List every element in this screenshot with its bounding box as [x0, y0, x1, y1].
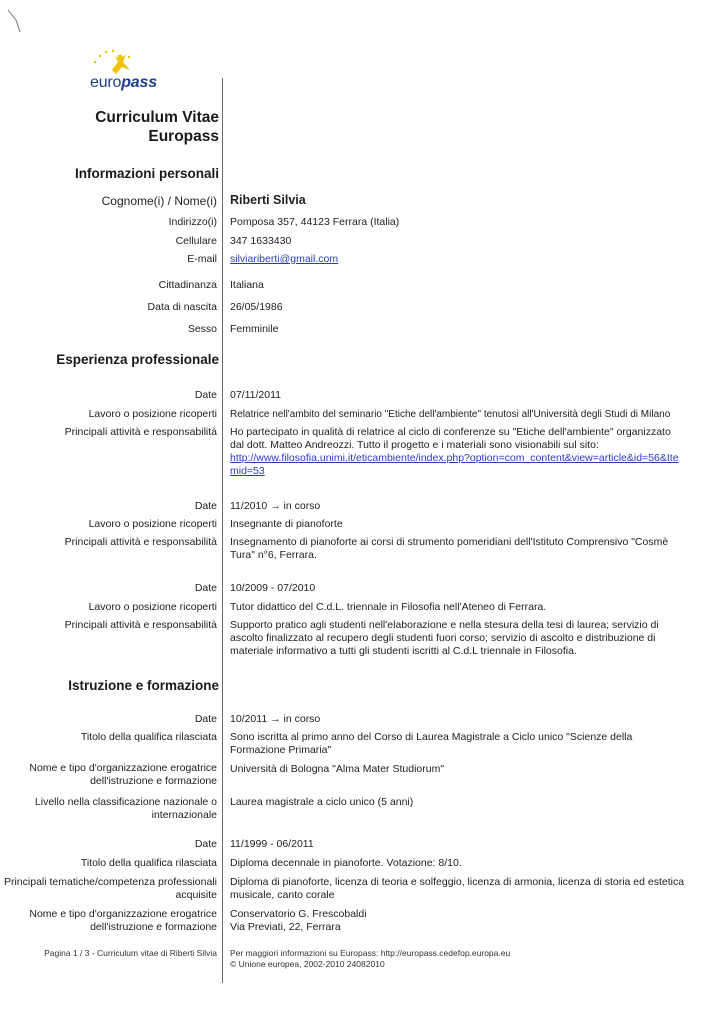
edu2-skills-label: Principali tematiche/competenza professionali acquisite	[3, 876, 217, 901]
edu2-skills: Diploma di pianoforte, licenza di teoria e solfeggio, licenza di armonia, licenza di storia ed estetica musicale, canto corale	[230, 876, 685, 901]
edu2-date: 11/1999 - 06/2011	[230, 838, 314, 850]
edu1-org-label: Nome e tipo d'organizzazione erogatrice dell'istruzione e formazione	[29, 762, 217, 787]
edu1-title: Sono iscritta al primo anno del Corso di Laurea Magistrale a Ciclo unico "Scienze della Formazione Primaria"	[230, 731, 633, 756]
title-line-2: Europass	[148, 128, 219, 145]
section-experience: Esperienza professionale	[56, 352, 219, 367]
address-label: Indirizzo(i)	[168, 216, 217, 228]
exp1-tasks	[230, 426, 685, 478]
edu2-org-line-1: Conservatorio G. Frescobaldi	[230, 908, 367, 920]
sex-value: Femminile	[230, 323, 279, 335]
edu1-date: 10/2011 → in corso	[230, 713, 321, 725]
edu1-date-label: Date	[194, 713, 217, 725]
europass-logo	[82, 48, 172, 98]
edu2-title: Diploma decennale in pianoforte. Votazione: 8/10.	[230, 857, 462, 869]
edu1-title-label: Titolo della qualifica rilasciata	[80, 731, 217, 743]
exp3-role: Tutor didattico del C.d.L. triennale in Filosofia nell'Ateneo di Ferrara.	[230, 601, 547, 613]
exp3-tasks: Supporto pratico agli studenti nell'elaborazione e nella stesura della tesi di laurea; servizio di ascolto finalizzato al recupero degli studenti fuori corso; servizio di ascolto e distribuzione di materiale informativo a tutti gli studenti iscritti al C.d.L triennale in Filosofia.	[230, 619, 659, 657]
mobile-value: 347 1633430	[230, 235, 292, 247]
footer-info	[230, 948, 630, 970]
exp1-website-link[interactable]: http://www.filosofia.unimi.it/eticambiente/index.php?option=com_content&view=article&id=56&Itemid=53	[230, 452, 679, 477]
edu2-date-label: Date	[194, 838, 217, 850]
exp3-role-label: Lavoro o posizione ricoperti	[88, 601, 217, 613]
exp2-role-label: Lavoro o posizione ricoperti	[88, 518, 217, 530]
exp2-tasks: Insegnamento di pianoforte ai corsi di strumento pomeridiani dell'Istituto Comprensivo "Cosmè Tura" n°6, Ferrara.	[230, 536, 669, 561]
exp2-role: Insegnante di pianoforte	[230, 518, 343, 530]
exp3-tasks-label: Principali attività e responsabilità	[64, 619, 217, 631]
exp1-tasks-text: Ho partecipato in qualità di relatrice al ciclo di conferenze su "Etiche dell'ambiente" organizzato dal dott. Matteo Andreozzi. Tutto il progetto e i materiali sono visionabili sul sito:	[230, 426, 671, 451]
mobile-label: Cellulare	[175, 235, 217, 247]
footer-info-line-2: © Unione europea, 2002-2010 24082010	[230, 959, 385, 969]
exp1-role-label: Lavoro o posizione ricoperti	[88, 408, 217, 420]
section-personal-info: Informazioni personali	[74, 166, 219, 181]
exp1-date-label: Date	[194, 389, 217, 401]
exp3-date-label: Date	[194, 582, 217, 594]
exp1-role: Relatrice nell'ambito del seminario "Etiche dell'ambiente" tenutosi all'Università degli Studi di Milano	[230, 409, 671, 420]
name-label: Cognome(i) / Nome(i)	[101, 194, 217, 208]
edu2-org-line-2: Via Previati, 22, Ferrara	[230, 921, 341, 933]
email-link[interactable]: silviariberti@gmail.com	[230, 253, 339, 265]
edu2-title-label: Titolo della qualifica rilasciata	[80, 857, 217, 869]
exp2-date-label: Date	[194, 500, 217, 512]
edu1-level-label: Livello nella classificazione nazionale o internazionale	[34, 796, 217, 821]
title-line-1: Curriculum Vitae	[95, 109, 219, 126]
edu2-org-label: Nome e tipo d'organizzazione erogatrice dell'istruzione e formazione	[29, 908, 217, 933]
exp1-tasks-label: Principali attività e responsabilità	[64, 426, 217, 438]
sex-label: Sesso	[187, 323, 217, 335]
section-education: Istruzione e formazione	[68, 678, 219, 693]
citizenship-label: Cittadinanza	[158, 279, 217, 291]
email-container	[230, 253, 685, 266]
birth-value: 26/05/1986	[230, 301, 283, 313]
footer-info-line-1: Per maggiori informazioni su Europass: http://europass.cedefop.europa.eu	[230, 948, 511, 958]
edu1-level: Laurea magistrale a ciclo unico (5 anni)	[230, 796, 414, 808]
edu1-org: Università di Bologna "Alma Mater Studiorum"	[230, 763, 445, 775]
document-title	[95, 108, 219, 146]
exp1-date: 07/11/2011	[230, 389, 281, 401]
name-value: Riberti Silvia	[230, 193, 306, 207]
exp2-date: 11/2010 → in corso	[230, 500, 321, 512]
address-value: Pomposa 357, 44123 Ferrara (Italia)	[230, 216, 400, 228]
column-divider	[222, 78, 223, 983]
europass-wordmark: europass	[90, 74, 157, 91]
scan-mark-icon	[6, 8, 28, 38]
citizenship-value: Italiana	[230, 279, 264, 291]
exp2-tasks-label: Principali attività e responsabilità	[64, 536, 217, 548]
exp3-date: 10/2009 - 07/2010	[230, 582, 316, 594]
edu2-org	[230, 908, 685, 934]
footer-page-info: Pagina 1 / 3 - Curriculum vitae di Riberti Silvia	[44, 948, 217, 958]
birth-label: Data di nascita	[147, 301, 217, 313]
email-label: E-mail	[187, 253, 217, 265]
